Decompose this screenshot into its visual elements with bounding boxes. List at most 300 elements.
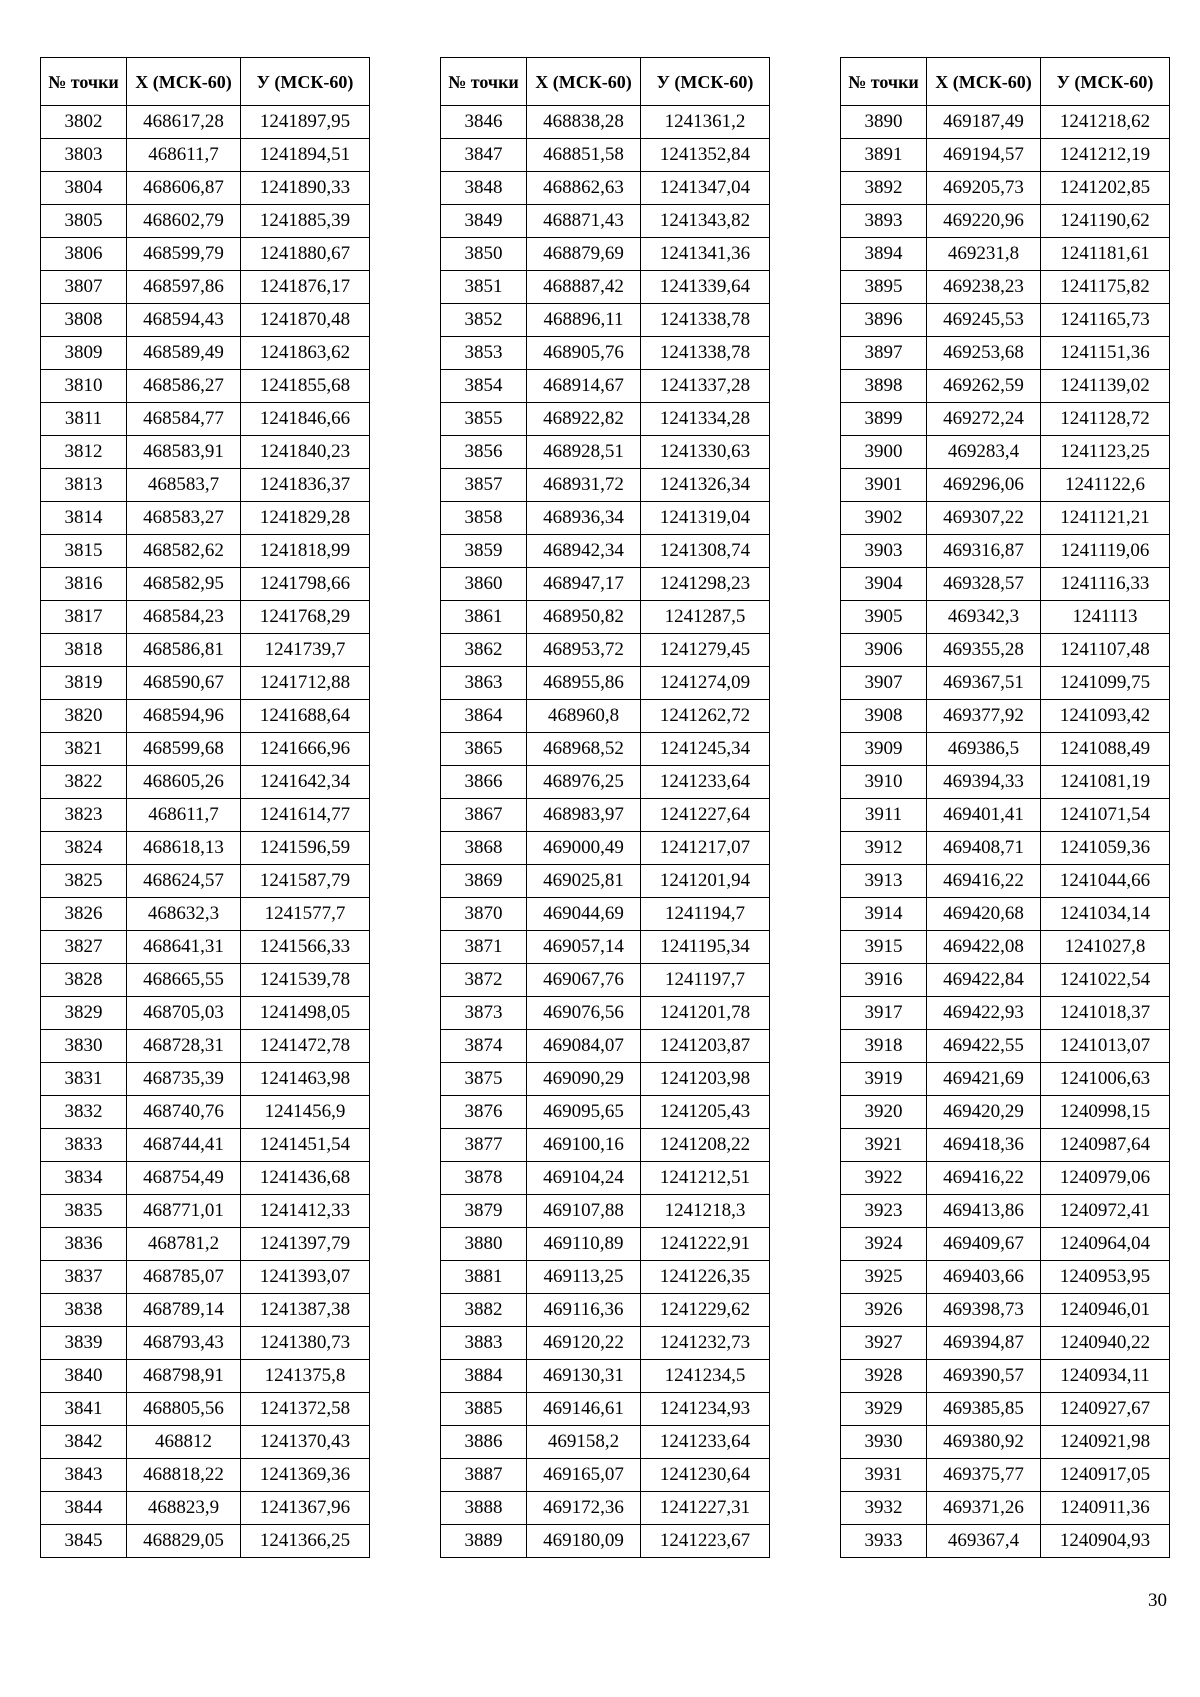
y-coordinate-cell: 1240972,41 xyxy=(1041,1195,1170,1228)
table-row xyxy=(841,733,1170,766)
x-coordinate-cell: 468983,97 xyxy=(527,799,641,832)
table-row xyxy=(441,1063,770,1096)
table-row xyxy=(441,700,770,733)
x-coordinate-cell: 468754,49 xyxy=(127,1162,241,1195)
point-number-cell: 3851 xyxy=(441,271,527,304)
x-coordinate-cell: 468586,81 xyxy=(127,634,241,667)
x-coordinate-cell: 468582,62 xyxy=(127,535,241,568)
point-number-cell: 3879 xyxy=(441,1195,527,1228)
y-coordinate-cell: 1241151,36 xyxy=(1041,337,1170,370)
y-coordinate-cell: 1241818,99 xyxy=(241,535,370,568)
point-number-cell: 3919 xyxy=(841,1063,927,1096)
x-coordinate-cell: 468805,56 xyxy=(127,1393,241,1426)
x-coordinate-cell: 469107,88 xyxy=(527,1195,641,1228)
x-coordinate-cell: 468632,3 xyxy=(127,898,241,931)
point-number-cell: 3929 xyxy=(841,1393,927,1426)
y-coordinate-cell: 1240940,22 xyxy=(1041,1327,1170,1360)
x-coordinate-cell: 469413,86 xyxy=(927,1195,1041,1228)
table-row xyxy=(441,205,770,238)
y-coordinate-cell: 1241093,42 xyxy=(1041,700,1170,733)
point-number-cell: 3864 xyxy=(441,700,527,733)
y-coordinate-cell: 1241456,9 xyxy=(241,1096,370,1129)
x-coordinate-cell: 469401,41 xyxy=(927,799,1041,832)
point-number-cell: 3854 xyxy=(441,370,527,403)
table-row xyxy=(41,667,370,700)
x-coordinate-cell: 469386,5 xyxy=(927,733,1041,766)
table-row xyxy=(41,1063,370,1096)
point-number-cell: 3915 xyxy=(841,931,927,964)
point-number-cell: 3913 xyxy=(841,865,927,898)
table-row xyxy=(841,1162,1170,1195)
x-coordinate-cell: 468599,68 xyxy=(127,733,241,766)
x-coordinate-cell: 468922,82 xyxy=(527,403,641,436)
y-coordinate-cell: 1241885,39 xyxy=(241,205,370,238)
y-coordinate-cell: 1241223,67 xyxy=(641,1525,770,1558)
point-number-cell: 3882 xyxy=(441,1294,527,1327)
table-row xyxy=(41,271,370,304)
point-number-cell: 3840 xyxy=(41,1360,127,1393)
header-x-coordinate: Х (МСК-60) xyxy=(927,58,1041,106)
point-number-cell: 3891 xyxy=(841,139,927,172)
table-row xyxy=(41,1360,370,1393)
point-number-cell: 3803 xyxy=(41,139,127,172)
table-row xyxy=(841,931,1170,964)
y-coordinate-cell: 1241208,22 xyxy=(641,1129,770,1162)
x-coordinate-cell: 468586,27 xyxy=(127,370,241,403)
table-row xyxy=(841,205,1170,238)
y-coordinate-cell: 1241262,72 xyxy=(641,700,770,733)
point-number-cell: 3899 xyxy=(841,403,927,436)
coordinates-table-3 xyxy=(840,57,1170,1558)
x-coordinate-cell: 469418,36 xyxy=(927,1129,1041,1162)
point-number-cell: 3874 xyxy=(441,1030,527,1063)
x-coordinate-cell: 469283,4 xyxy=(927,436,1041,469)
x-coordinate-cell: 468744,41 xyxy=(127,1129,241,1162)
table-row xyxy=(41,469,370,502)
point-number-cell: 3897 xyxy=(841,337,927,370)
point-number-cell: 3826 xyxy=(41,898,127,931)
y-coordinate-cell: 1241202,85 xyxy=(1041,172,1170,205)
y-coordinate-cell: 1241081,19 xyxy=(1041,766,1170,799)
x-coordinate-cell: 469394,33 xyxy=(927,766,1041,799)
x-coordinate-cell: 468829,05 xyxy=(127,1525,241,1558)
x-coordinate-cell: 469422,84 xyxy=(927,964,1041,997)
x-coordinate-cell: 468851,58 xyxy=(527,139,641,172)
point-number-cell: 3833 xyxy=(41,1129,127,1162)
point-number-cell: 3853 xyxy=(441,337,527,370)
y-coordinate-cell: 1241229,62 xyxy=(641,1294,770,1327)
point-number-cell: 3805 xyxy=(41,205,127,238)
point-number-cell: 3807 xyxy=(41,271,127,304)
table-row xyxy=(41,865,370,898)
header-x-coordinate: Х (МСК-60) xyxy=(527,58,641,106)
point-number-cell: 3818 xyxy=(41,634,127,667)
y-coordinate-cell: 1241880,67 xyxy=(241,238,370,271)
table-row xyxy=(441,535,770,568)
x-coordinate-cell: 469180,09 xyxy=(527,1525,641,1558)
x-coordinate-cell: 469416,22 xyxy=(927,865,1041,898)
point-number-cell: 3820 xyxy=(41,700,127,733)
y-coordinate-cell: 1241205,43 xyxy=(641,1096,770,1129)
table-header-row xyxy=(441,58,770,106)
y-coordinate-cell: 1240979,06 xyxy=(1041,1162,1170,1195)
table-row xyxy=(441,1525,770,1558)
y-coordinate-cell: 1241006,63 xyxy=(1041,1063,1170,1096)
point-number-cell: 3886 xyxy=(441,1426,527,1459)
y-coordinate-cell: 1241380,73 xyxy=(241,1327,370,1360)
point-number-cell: 3896 xyxy=(841,304,927,337)
point-number-cell: 3836 xyxy=(41,1228,127,1261)
y-coordinate-cell: 1241175,82 xyxy=(1041,271,1170,304)
point-number-cell: 3831 xyxy=(41,1063,127,1096)
x-coordinate-cell: 469084,07 xyxy=(527,1030,641,1063)
x-coordinate-cell: 469146,61 xyxy=(527,1393,641,1426)
table-row xyxy=(441,403,770,436)
point-number-cell: 3921 xyxy=(841,1129,927,1162)
table-row xyxy=(441,1129,770,1162)
x-coordinate-cell: 468789,14 xyxy=(127,1294,241,1327)
x-coordinate-cell: 468862,63 xyxy=(527,172,641,205)
x-coordinate-cell: 468793,43 xyxy=(127,1327,241,1360)
point-number-cell: 3808 xyxy=(41,304,127,337)
table-row xyxy=(41,1096,370,1129)
table-row xyxy=(41,304,370,337)
x-coordinate-cell: 469394,87 xyxy=(927,1327,1041,1360)
y-coordinate-cell: 1241369,36 xyxy=(241,1459,370,1492)
table-row xyxy=(841,370,1170,403)
point-number-cell: 3850 xyxy=(441,238,527,271)
y-coordinate-cell: 1241840,23 xyxy=(241,436,370,469)
table-row xyxy=(841,106,1170,139)
x-coordinate-cell: 468928,51 xyxy=(527,436,641,469)
table-row xyxy=(841,1030,1170,1063)
point-number-cell: 3849 xyxy=(441,205,527,238)
y-coordinate-cell: 1241119,06 xyxy=(1041,535,1170,568)
x-coordinate-cell: 468589,49 xyxy=(127,337,241,370)
x-coordinate-cell: 469377,92 xyxy=(927,700,1041,733)
x-coordinate-cell: 468947,17 xyxy=(527,568,641,601)
table-row xyxy=(441,1261,770,1294)
table-row xyxy=(41,436,370,469)
point-number-cell: 3893 xyxy=(841,205,927,238)
table-row xyxy=(41,403,370,436)
y-coordinate-cell: 1241195,34 xyxy=(641,931,770,964)
x-coordinate-cell: 468976,25 xyxy=(527,766,641,799)
y-coordinate-cell: 1241217,07 xyxy=(641,832,770,865)
x-coordinate-cell: 468896,11 xyxy=(527,304,641,337)
point-number-cell: 3877 xyxy=(441,1129,527,1162)
table-row xyxy=(441,1327,770,1360)
y-coordinate-cell: 1241334,28 xyxy=(641,403,770,436)
point-number-cell: 3924 xyxy=(841,1228,927,1261)
x-coordinate-cell: 469044,69 xyxy=(527,898,641,931)
table-row xyxy=(841,1327,1170,1360)
point-number-cell: 3918 xyxy=(841,1030,927,1063)
x-coordinate-cell: 468735,39 xyxy=(127,1063,241,1096)
x-coordinate-cell: 469205,73 xyxy=(927,172,1041,205)
point-number-cell: 3804 xyxy=(41,172,127,205)
x-coordinate-cell: 469076,56 xyxy=(527,997,641,1030)
y-coordinate-cell: 1241218,3 xyxy=(641,1195,770,1228)
x-coordinate-cell: 468582,95 xyxy=(127,568,241,601)
table-row xyxy=(441,1030,770,1063)
y-coordinate-cell: 1241128,72 xyxy=(1041,403,1170,436)
y-coordinate-cell: 1241059,36 xyxy=(1041,832,1170,865)
table-row xyxy=(441,1426,770,1459)
point-number-cell: 3811 xyxy=(41,403,127,436)
table-header-row xyxy=(41,58,370,106)
y-coordinate-cell: 1241339,64 xyxy=(641,271,770,304)
y-coordinate-cell: 1241387,38 xyxy=(241,1294,370,1327)
y-coordinate-cell: 1241099,75 xyxy=(1041,667,1170,700)
point-number-cell: 3887 xyxy=(441,1459,527,1492)
y-coordinate-cell: 1241846,66 xyxy=(241,403,370,436)
point-number-cell: 3869 xyxy=(441,865,527,898)
x-coordinate-cell: 469403,66 xyxy=(927,1261,1041,1294)
y-coordinate-cell: 1241287,5 xyxy=(641,601,770,634)
y-coordinate-cell: 1241013,07 xyxy=(1041,1030,1170,1063)
point-number-cell: 3903 xyxy=(841,535,927,568)
point-number-cell: 3894 xyxy=(841,238,927,271)
x-coordinate-cell: 469025,81 xyxy=(527,865,641,898)
x-coordinate-cell: 469165,07 xyxy=(527,1459,641,1492)
point-number-cell: 3817 xyxy=(41,601,127,634)
x-coordinate-cell: 468905,76 xyxy=(527,337,641,370)
table-row xyxy=(41,205,370,238)
y-coordinate-cell: 1241233,64 xyxy=(641,1426,770,1459)
x-coordinate-cell: 468823,9 xyxy=(127,1492,241,1525)
x-coordinate-cell: 468936,34 xyxy=(527,502,641,535)
y-coordinate-cell: 1241863,62 xyxy=(241,337,370,370)
coordinates-table-1 xyxy=(40,57,370,1558)
y-coordinate-cell: 1240964,04 xyxy=(1041,1228,1170,1261)
table-row xyxy=(41,238,370,271)
table-row xyxy=(441,1393,770,1426)
x-coordinate-cell: 468968,52 xyxy=(527,733,641,766)
x-coordinate-cell: 469385,85 xyxy=(927,1393,1041,1426)
table-row xyxy=(441,1459,770,1492)
point-number-cell: 3809 xyxy=(41,337,127,370)
point-number-cell: 3884 xyxy=(441,1360,527,1393)
table-row xyxy=(841,1096,1170,1129)
table-row xyxy=(841,700,1170,733)
x-coordinate-cell: 468705,03 xyxy=(127,997,241,1030)
table-row xyxy=(841,997,1170,1030)
x-coordinate-cell: 469194,57 xyxy=(927,139,1041,172)
y-coordinate-cell: 1241890,33 xyxy=(241,172,370,205)
y-coordinate-cell: 1241393,07 xyxy=(241,1261,370,1294)
table-row xyxy=(41,1426,370,1459)
table-row xyxy=(841,964,1170,997)
y-coordinate-cell: 1241222,91 xyxy=(641,1228,770,1261)
y-coordinate-cell: 1241018,37 xyxy=(1041,997,1170,1030)
header-y-coordinate: У (МСК-60) xyxy=(641,58,770,106)
table-row xyxy=(841,139,1170,172)
table-row xyxy=(841,799,1170,832)
table-row xyxy=(841,1228,1170,1261)
y-coordinate-cell: 1241352,84 xyxy=(641,139,770,172)
x-coordinate-cell: 468942,34 xyxy=(527,535,641,568)
y-coordinate-cell: 1241234,93 xyxy=(641,1393,770,1426)
table-row xyxy=(441,799,770,832)
point-number-cell: 3895 xyxy=(841,271,927,304)
table-row xyxy=(41,997,370,1030)
table-row xyxy=(41,832,370,865)
table-body xyxy=(41,106,370,1558)
table-row xyxy=(841,1426,1170,1459)
y-coordinate-cell: 1241330,63 xyxy=(641,436,770,469)
y-coordinate-cell: 1241596,59 xyxy=(241,832,370,865)
y-coordinate-cell: 1241088,49 xyxy=(1041,733,1170,766)
point-number-cell: 3838 xyxy=(41,1294,127,1327)
x-coordinate-cell: 468606,87 xyxy=(127,172,241,205)
y-coordinate-cell: 1241226,35 xyxy=(641,1261,770,1294)
page-number: 30 xyxy=(1148,1590,1167,1611)
x-coordinate-cell: 468871,43 xyxy=(527,205,641,238)
table-row xyxy=(41,1261,370,1294)
table-row xyxy=(841,172,1170,205)
y-coordinate-cell: 1241232,73 xyxy=(641,1327,770,1360)
x-coordinate-cell: 468960,8 xyxy=(527,700,641,733)
point-number-cell: 3876 xyxy=(441,1096,527,1129)
header-y-coordinate: У (МСК-60) xyxy=(241,58,370,106)
point-number-cell: 3867 xyxy=(441,799,527,832)
y-coordinate-cell: 1241230,64 xyxy=(641,1459,770,1492)
y-coordinate-cell: 1241498,05 xyxy=(241,997,370,1030)
table-row xyxy=(41,1129,370,1162)
x-coordinate-cell: 469272,24 xyxy=(927,403,1041,436)
point-number-cell: 3812 xyxy=(41,436,127,469)
point-number-cell: 3911 xyxy=(841,799,927,832)
y-coordinate-cell: 1240953,95 xyxy=(1041,1261,1170,1294)
y-coordinate-cell: 1241688,64 xyxy=(241,700,370,733)
point-number-cell: 3905 xyxy=(841,601,927,634)
x-coordinate-cell: 468584,23 xyxy=(127,601,241,634)
x-coordinate-cell: 468887,42 xyxy=(527,271,641,304)
table-row xyxy=(441,568,770,601)
point-number-cell: 3906 xyxy=(841,634,927,667)
x-coordinate-cell: 469420,29 xyxy=(927,1096,1041,1129)
point-number-cell: 3866 xyxy=(441,766,527,799)
x-coordinate-cell: 469409,67 xyxy=(927,1228,1041,1261)
point-number-cell: 3859 xyxy=(441,535,527,568)
x-coordinate-cell: 469422,08 xyxy=(927,931,1041,964)
point-number-cell: 3830 xyxy=(41,1030,127,1063)
x-coordinate-cell: 468838,28 xyxy=(527,106,641,139)
point-number-cell: 3881 xyxy=(441,1261,527,1294)
table-header-row xyxy=(841,58,1170,106)
y-coordinate-cell: 1241113 xyxy=(1041,601,1170,634)
point-number-cell: 3846 xyxy=(441,106,527,139)
y-coordinate-cell: 1241436,68 xyxy=(241,1162,370,1195)
x-coordinate-cell: 469422,55 xyxy=(927,1030,1041,1063)
y-coordinate-cell: 1241194,7 xyxy=(641,898,770,931)
x-coordinate-cell: 468955,86 xyxy=(527,667,641,700)
table-row xyxy=(441,304,770,337)
point-number-cell: 3902 xyxy=(841,502,927,535)
x-coordinate-cell: 468641,31 xyxy=(127,931,241,964)
table-row xyxy=(841,502,1170,535)
table-row xyxy=(841,766,1170,799)
point-number-cell: 3821 xyxy=(41,733,127,766)
point-number-cell: 3889 xyxy=(441,1525,527,1558)
table-row xyxy=(841,337,1170,370)
point-number-cell: 3931 xyxy=(841,1459,927,1492)
point-number-cell: 3828 xyxy=(41,964,127,997)
point-number-cell: 3843 xyxy=(41,1459,127,1492)
x-coordinate-cell: 469220,96 xyxy=(927,205,1041,238)
y-coordinate-cell: 1241203,98 xyxy=(641,1063,770,1096)
x-coordinate-cell: 469095,65 xyxy=(527,1096,641,1129)
x-coordinate-cell: 468879,69 xyxy=(527,238,641,271)
x-coordinate-cell: 469090,29 xyxy=(527,1063,641,1096)
y-coordinate-cell: 1241876,17 xyxy=(241,271,370,304)
table-row xyxy=(41,502,370,535)
y-coordinate-cell: 1240917,05 xyxy=(1041,1459,1170,1492)
table-row xyxy=(441,469,770,502)
x-coordinate-cell: 468583,27 xyxy=(127,502,241,535)
table-row xyxy=(441,997,770,1030)
table-row xyxy=(41,1294,370,1327)
point-number-cell: 3922 xyxy=(841,1162,927,1195)
table-row xyxy=(41,535,370,568)
table-row xyxy=(841,1492,1170,1525)
x-coordinate-cell: 469253,68 xyxy=(927,337,1041,370)
table-row xyxy=(41,733,370,766)
y-coordinate-cell: 1241123,25 xyxy=(1041,436,1170,469)
point-number-cell: 3914 xyxy=(841,898,927,931)
x-coordinate-cell: 468931,72 xyxy=(527,469,641,502)
table-row xyxy=(841,1393,1170,1426)
y-coordinate-cell: 1241412,33 xyxy=(241,1195,370,1228)
table-row xyxy=(441,1228,770,1261)
point-number-cell: 3927 xyxy=(841,1327,927,1360)
y-coordinate-cell: 1241372,58 xyxy=(241,1393,370,1426)
y-coordinate-cell: 1241121,21 xyxy=(1041,502,1170,535)
point-number-cell: 3813 xyxy=(41,469,127,502)
y-coordinate-cell: 1241234,5 xyxy=(641,1360,770,1393)
table-row xyxy=(841,1195,1170,1228)
y-coordinate-cell: 1241894,51 xyxy=(241,139,370,172)
x-coordinate-cell: 468771,01 xyxy=(127,1195,241,1228)
x-coordinate-cell: 469328,57 xyxy=(927,568,1041,601)
table-row xyxy=(841,634,1170,667)
x-coordinate-cell: 468740,76 xyxy=(127,1096,241,1129)
y-coordinate-cell: 1241308,74 xyxy=(641,535,770,568)
table-row xyxy=(441,1294,770,1327)
y-coordinate-cell: 1241233,64 xyxy=(641,766,770,799)
y-coordinate-cell: 1241201,78 xyxy=(641,997,770,1030)
point-number-cell: 3928 xyxy=(841,1360,927,1393)
table-row xyxy=(441,832,770,865)
y-coordinate-cell: 1241227,64 xyxy=(641,799,770,832)
point-number-cell: 3888 xyxy=(441,1492,527,1525)
x-coordinate-cell: 468599,79 xyxy=(127,238,241,271)
table-row xyxy=(441,502,770,535)
x-coordinate-cell: 468590,67 xyxy=(127,667,241,700)
x-coordinate-cell: 469104,24 xyxy=(527,1162,641,1195)
point-number-cell: 3819 xyxy=(41,667,127,700)
x-coordinate-cell: 469100,16 xyxy=(527,1129,641,1162)
y-coordinate-cell: 1241472,78 xyxy=(241,1030,370,1063)
point-number-cell: 3883 xyxy=(441,1327,527,1360)
point-number-cell: 3916 xyxy=(841,964,927,997)
y-coordinate-cell: 1241870,48 xyxy=(241,304,370,337)
table-row xyxy=(441,601,770,634)
point-number-cell: 3814 xyxy=(41,502,127,535)
x-coordinate-cell: 469245,53 xyxy=(927,304,1041,337)
table-row xyxy=(41,106,370,139)
